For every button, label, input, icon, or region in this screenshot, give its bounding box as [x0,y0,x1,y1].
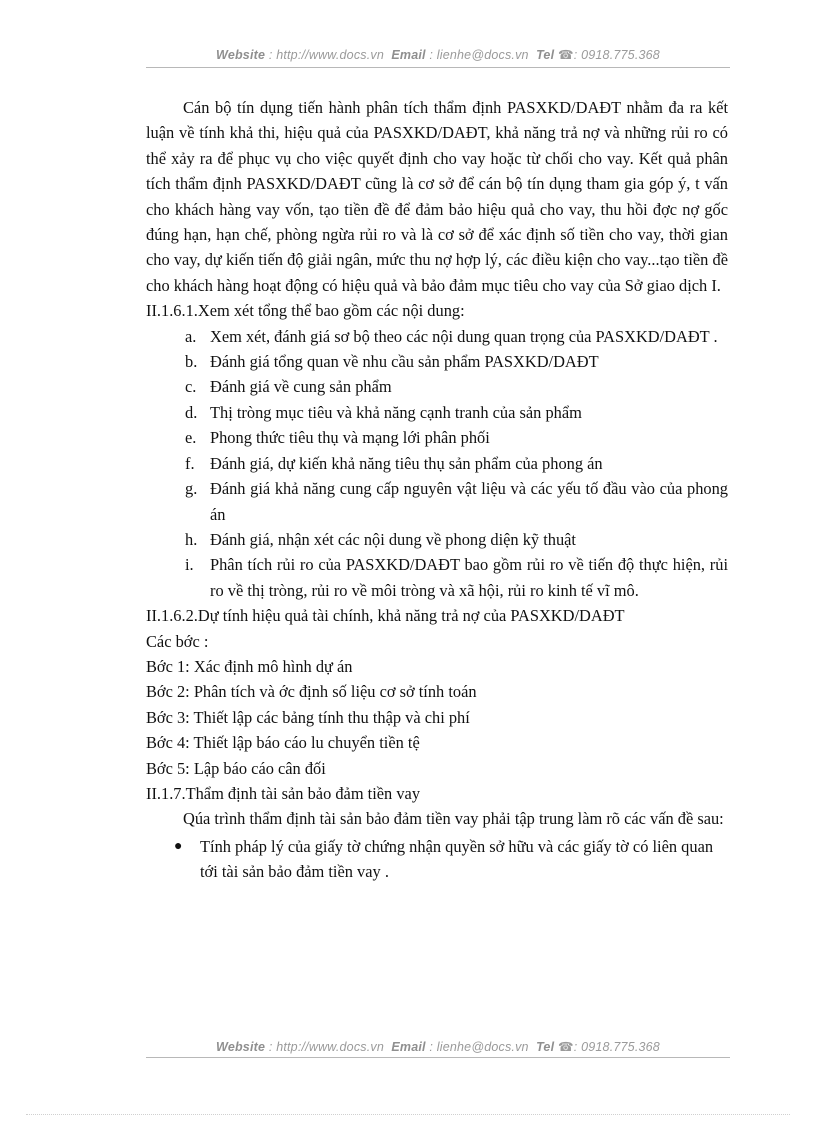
step-line: Bớc 1: Xác định mô hình dự án [146,656,353,676]
review-items-list [146,324,728,603]
list-item-label: f. [185,453,195,473]
phone-icon: ☎ [557,1040,574,1054]
phone-icon: ☎ [557,48,574,62]
list-item [146,374,728,399]
section-heading-collateral: II.1.7.Thẩm định tài sản bảo đảm tiền vay [146,783,421,803]
bullet-icon: ● [174,838,183,854]
collateral-bullet-list [146,834,728,885]
page-footer [146,1039,730,1054]
list-item [146,527,728,552]
list-item [146,451,728,476]
list-item-text: Phong thức tiêu thụ và mạng lới phân phối [210,428,490,448]
step-line: Bớc 3: Thiết lập các bảng tính thu thập và chi phí [146,707,470,727]
section-heading-overall-review: II.1.6.1.Xem xét tổng thể bao gồm các nội dung: [146,301,465,321]
bullet-text: Tính pháp lý của giấy tờ chứng nhận quyền sở hữu và các giấy tờ có liên quan tới tài sản bảo đảm tiền vay . [200,836,714,882]
list-item-label: h. [185,529,198,549]
page-edge-divider [26,1114,790,1115]
list-item-label: b. [185,352,198,372]
header-tel-value: : 0918.775.368 [573,48,660,62]
list-item [146,425,728,450]
step-line: Bớc 2: Phân tích và ớc định số liệu cơ sở tính toán [146,682,477,702]
header-tel-label: Tel [536,48,555,62]
list-item [146,476,728,527]
footer-email-label: Email [391,1040,426,1054]
list-item-text: Xem xét, đánh giá sơ bộ theo các nội dung quan trọng của PASXKD/DAĐT . [210,326,718,346]
section-heading-financial-efficiency: II.1.6.2.Dự tính hiệu quả tài chính, khả năng trả nợ của PASXKD/DAĐT [146,606,625,626]
step-line: Bớc 4: Thiết lập báo cáo lu chuyển tiền tệ [146,733,420,753]
list-item-label: e. [185,428,197,448]
list-item-text: Đánh giá khả năng cung cấp nguyên vật liệu và các yếu tố đầu vào của phong án [210,479,728,524]
list-item-label: a. [185,326,197,346]
document-body [146,95,728,885]
list-item-text: Đánh giá về cung sản phẩm [210,377,392,397]
list-item-label: i. [185,555,194,575]
steps-heading: Các bớc : [146,631,209,651]
footer-website-label: Website [216,1040,266,1054]
header-divider [146,67,730,68]
intro-paragraph: Cán bộ tín dụng tiến hành phân tích thẩm định PASXKD/DAĐT nhằm đa ra kết luận về tính khả thi, hiệu quả của PASXKD/DAĐT, khả năng trả nợ và những rủi ro có thể xảy ra để phục vụ cho việc quyết định cho vay hoặc từ chối cho vay. Kết quả phân tích thẩm định PASXKD/DAĐT cũng là cơ sở để cán bộ tín dụng tham gia góp ý, t vấn cho khách hàng vay vốn, tạo tiền đề để đảm bảo hiệu quả cho vay, thu hồi đợc nợ gốc đúng hạn, hạn chế, phòng ngừa rủi ro và là cơ sở để xác định số tiền cho vay, thời gian cho vay, dự kiến tiến độ giải ngân, mức thu nợ hợp lý, các điều kiện cho vay...tạo tiền đề cho khách hàng hoạt động có hiệu quả và bảo đảm mục tiêu cho vay của Sở giao dịch I. [146,98,728,295]
list-item [146,552,728,603]
list-item-text: Đánh giá tổng quan về nhu cầu sản phẩm PASXKD/DAĐT [210,352,599,372]
header-website-link[interactable]: : http://www.docs.vn [268,48,385,62]
list-item-text: Thị tròng mục tiêu và khả năng cạnh tranh của sản phẩm [210,402,582,422]
footer-tel-label: Tel [536,1040,555,1054]
footer-website-link[interactable]: : http://www.docs.vn [268,1040,385,1054]
step-line: Bớc 5: Lập báo cáo cân đối [146,758,326,778]
list-item [146,324,728,349]
list-item-text: Phân tích rủi ro của PASXKD/DAĐT bao gồm rủi ro về tiến độ thực hiện, rủi ro về thị tròng, rủi ro về môi tròng và xã hội, rủi ro kinh tế vĩ mô. [210,555,728,600]
list-item-text: Đánh giá, dự kiến khả năng tiêu thụ sản phẩm của phong án [210,453,603,473]
list-item-label: g. [185,479,198,499]
footer-email-link[interactable]: : lienhe@docs.vn [429,1040,529,1054]
header-email-link[interactable]: : lienhe@docs.vn [429,48,529,62]
list-item [146,834,728,885]
header-email-label: Email [391,48,426,62]
list-item [146,400,728,425]
collateral-paragraph: Qúa trình thẩm định tài sản bảo đảm tiền vay phải tập trung làm rõ các vấn đề sau: [183,809,724,829]
list-item [146,349,728,374]
header-website-label: Website [216,48,266,62]
page-header [146,47,730,62]
list-item-label: c. [185,377,197,397]
list-item-label: d. [185,402,198,422]
footer-divider [146,1057,730,1058]
list-item-text: Đánh giá, nhận xét các nội dung về phong diện kỹ thuật [210,529,576,549]
footer-tel-value: : 0918.775.368 [573,1040,660,1054]
